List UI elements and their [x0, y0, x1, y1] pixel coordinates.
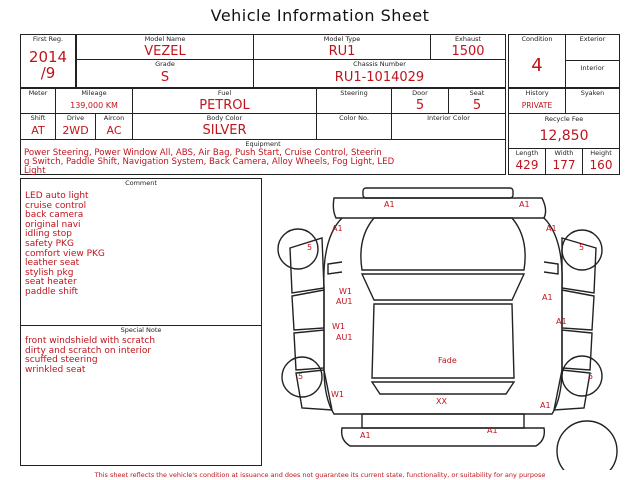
- chassis-label: Chassis Number: [353, 60, 406, 68]
- steering-cell: [316, 88, 392, 114]
- grade-value: S: [160, 70, 170, 85]
- damage-wheel-rr: 5: [588, 372, 594, 381]
- spare-wheel: [557, 421, 617, 470]
- left-rear-door: [294, 330, 324, 370]
- disclaimer: This sheet reflects the vehicle's condition at issuance and does not guarantee its current state, functionality, or suitability for any purpose: [94, 471, 546, 479]
- mileage-cell: [55, 88, 133, 114]
- rear-bumper: [342, 428, 545, 446]
- steering-label: Steering: [340, 89, 368, 97]
- condition-label: Condition: [521, 35, 553, 43]
- grade-label: Grade: [155, 60, 175, 68]
- damage-fender-right: A1: [546, 224, 557, 233]
- width-cell: [545, 148, 583, 175]
- recycle-fee-value: 12,850: [539, 128, 589, 144]
- recycle-fee-label: Recycle Fee: [544, 115, 584, 123]
- damage-door-rr: A1: [556, 317, 567, 326]
- aircon-cell: [95, 113, 133, 140]
- special-note-text: front windshield with scratch dirty and scratch on interior scuffed steering wrinkled seat: [25, 336, 156, 375]
- body-color-label: Body Color: [206, 114, 243, 122]
- damage-door-fl-2: AU1: [336, 297, 353, 306]
- length-value: 429: [515, 158, 539, 172]
- condition-cell: [508, 34, 566, 88]
- history-label: History: [525, 89, 549, 97]
- shift-value: AT: [31, 124, 45, 137]
- mileage-value: 139,000 KM: [70, 101, 118, 110]
- fuel-cell: [132, 88, 317, 114]
- door-value: 5: [415, 98, 425, 113]
- fuel-label: Fuel: [217, 89, 232, 97]
- car-damage-diagram: [262, 178, 640, 470]
- aircon-label: Aircon: [103, 114, 125, 122]
- interior-color-label: Interior Color: [427, 114, 470, 122]
- rear-window: [372, 382, 514, 394]
- drive-label: Drive: [66, 114, 85, 122]
- width-value: 177: [552, 158, 576, 172]
- equipment-cell: [20, 139, 506, 175]
- damage-wheel-fr: 5: [579, 243, 585, 252]
- door-cell: [391, 88, 449, 114]
- drive-value: 2WD: [62, 124, 89, 137]
- damage-door-rl-1: W1: [332, 322, 345, 331]
- damage-rear-center: XX: [436, 397, 447, 406]
- model-name-value: VEZEL: [144, 44, 186, 59]
- model-type-cell: [253, 34, 431, 60]
- length-label: Length: [515, 149, 539, 157]
- wheel-rear-right: [562, 356, 602, 396]
- recycle-fee-cell: [508, 113, 620, 149]
- chassis-cell: [253, 59, 506, 88]
- condition-value: 4: [531, 55, 543, 76]
- comment-text: LED auto light cruise control back camera original navi idling stop safety PKG comfort view PKG leather seat stylish pkg seat heater paddle shift: [25, 191, 105, 297]
- height-cell: [582, 148, 620, 175]
- width-label: Width: [554, 149, 574, 157]
- damage-wheel-fl: 5: [307, 243, 313, 252]
- meter-label: Meter: [28, 89, 48, 97]
- damage-front-left: A1: [384, 200, 395, 209]
- syaken-label: Syaken: [580, 89, 605, 97]
- hood-shape: [361, 218, 525, 270]
- shift-cell: [20, 113, 56, 140]
- damage-bumper-right: A1: [487, 426, 498, 435]
- exhaust-cell: [430, 34, 506, 60]
- equipment-label: Equipment: [245, 140, 281, 148]
- special-note-label: Special Note: [120, 326, 162, 334]
- door-label: Door: [412, 89, 428, 97]
- damage-wheel-rl: 5: [298, 372, 304, 381]
- seat-value: 5: [472, 98, 482, 113]
- roof-shape: [372, 304, 514, 378]
- damage-door-fr: A1: [542, 293, 553, 302]
- syaken-cell: [565, 88, 620, 114]
- body-color-cell: [132, 113, 317, 140]
- damage-fender-left: A1: [332, 224, 343, 233]
- color-no-label: Color No.: [339, 114, 369, 122]
- left-mirror: [328, 262, 342, 274]
- model-name-label: Model Name: [144, 35, 186, 43]
- comment-label: Comment: [125, 179, 157, 187]
- first-reg-cell: [20, 34, 76, 88]
- drive-cell: [55, 113, 96, 140]
- right-quarter: [554, 370, 590, 410]
- exhaust-value: 1500: [451, 44, 485, 59]
- special-note-box: [20, 325, 262, 466]
- chassis-value: RU1-1014029: [334, 70, 425, 85]
- page-title: Vehicle Information Sheet: [210, 6, 430, 25]
- front-bumper-shape: [363, 188, 513, 198]
- seat-cell: [448, 88, 506, 114]
- left-front-door: [292, 290, 324, 330]
- front-windshield: [362, 274, 524, 300]
- body-outline: [324, 218, 562, 414]
- equipment-value: Power Steering, Power Window All, ABS, Air Bag, Push Start, Cruise Control, Steerin g Switch, Paddle Shift, Navigation System, Back Camera, Alloy Wheels, Fog Light, LED Light: [24, 148, 395, 176]
- history-cell: [508, 88, 566, 114]
- rear-trunk: [362, 414, 524, 428]
- height-value: 160: [589, 158, 613, 172]
- model-name-cell: [76, 34, 254, 60]
- length-cell: [508, 148, 546, 175]
- meter-cell: [20, 88, 56, 114]
- first-reg-value: 2014 /9: [28, 48, 68, 82]
- model-type-label: Model Type: [323, 35, 361, 43]
- aircon-value: AC: [106, 124, 122, 137]
- damage-door-rl-2: AU1: [336, 333, 353, 342]
- exterior-label: Exterior: [579, 35, 606, 43]
- color-no-cell: [316, 113, 392, 140]
- exhaust-label: Exhaust: [454, 35, 482, 43]
- shift-label: Shift: [30, 114, 46, 122]
- damage-door-fl-1: W1: [339, 287, 352, 296]
- comment-box: [20, 178, 262, 326]
- right-mirror: [544, 262, 558, 274]
- damage-roof: Fade: [438, 356, 457, 365]
- interior-cell: [565, 60, 620, 88]
- model-type-value: RU1: [328, 44, 356, 59]
- body-color-value: SILVER: [202, 123, 247, 138]
- front-top-shape: [333, 198, 545, 218]
- damage-quarter-left: W1: [331, 390, 344, 399]
- interior-color-cell: [391, 113, 506, 140]
- damage-quarter-right: A1: [540, 401, 551, 410]
- right-front-door: [562, 290, 594, 330]
- first-reg-label: First Reg.: [32, 35, 64, 43]
- exterior-cell: [565, 34, 620, 61]
- interior-label: Interior: [580, 64, 605, 72]
- fuel-value: PETROL: [199, 98, 250, 113]
- mileage-label: Mileage: [81, 89, 107, 97]
- damage-front-right: A1: [519, 200, 530, 209]
- history-value: PRIVATE: [521, 101, 553, 110]
- seat-label: Seat: [469, 89, 485, 97]
- grade-cell: [76, 59, 254, 88]
- damage-bumper-left: A1: [360, 431, 371, 440]
- height-label: Height: [590, 149, 612, 157]
